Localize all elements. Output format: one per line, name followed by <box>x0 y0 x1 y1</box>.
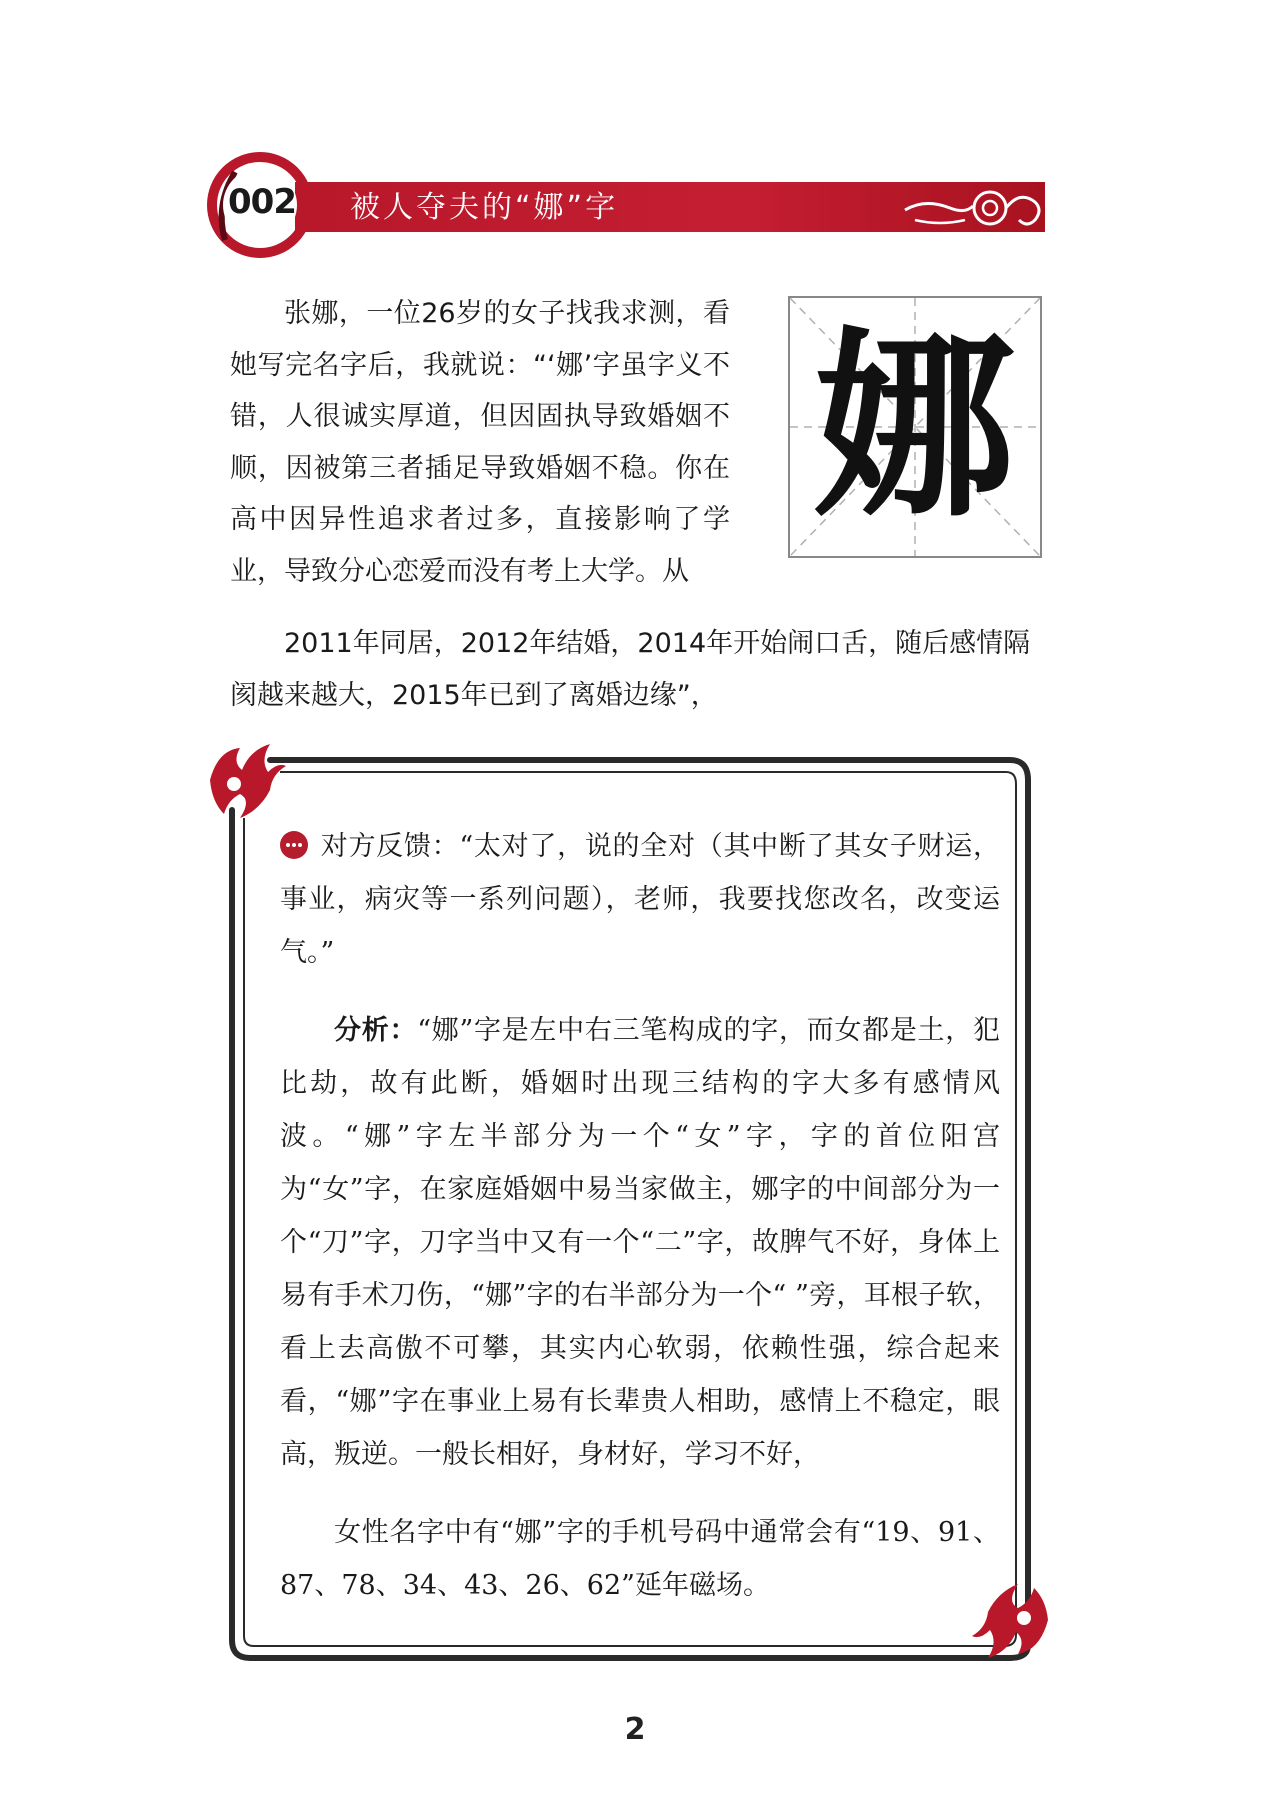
flame-ornament-top-left <box>210 744 286 818</box>
analysis-text: “娜”字是左中右三笔构成的字，而女都是土，犯比劫，故有此断，婚姻时出现三结构的字大多有感情风波。“娜”字左半部分为一个“女”字，字的首位阳宫为“女”字，在家庭婚姻中易当家做主，娜字的中间部分为一个“刀”字，刀字当中又有一个“二”字，故脾气不好，身体上易有手术刀伤，“娜”字的右半部分为一个“ ”旁，耳根子软，看上去高傲不可攀，其实内心软弱，依赖性强，综合起来看，“娜”字在事业上易有长辈贵人相助，感情上不稳定，眼高，叛逆。一般长相好，身材好，学习不好， <box>280 1015 1001 1470</box>
feedback-label: 对方反馈： <box>320 831 460 862</box>
analysis-label: 分析： <box>334 1015 418 1046</box>
featured-character: 娜 <box>814 309 1015 544</box>
character-grid-box <box>788 296 1042 558</box>
intro-continuation: 2011年同居，2012年结婚，2014年开始闹口舌，随后感情隔阂越来越大，2015年已到了离婚边缘”， <box>230 628 1031 711</box>
section-title: 被人夺夫的“娜”字 <box>350 190 619 225</box>
chapter-number: 002 <box>228 182 296 222</box>
panel-content <box>280 820 1000 1612</box>
page-number: 2 <box>624 1712 646 1747</box>
phone-number-paragraph: 女性名字中有“娜”字的手机号码中通常会有“19、91、87、78、34、43、26、62”延年磁场。 <box>280 1517 1000 1601</box>
cloud-ornament-icon <box>895 180 1045 236</box>
speech-bubble-icon <box>280 831 308 859</box>
section-header <box>205 150 1045 260</box>
intro-paragraph: 张娜，一位26岁的女子找我求测，看她写完名字后，我就说：“‘娜’字虽字义不错，人很诚实厚道，但因固执导致婚姻不顺，因被第三者插足导致婚姻不稳。你在高中因异性追求者过多，直接影响了学业，导致分心恋爱而没有考上大学。从 <box>230 298 730 587</box>
analysis-panel <box>210 740 1048 1670</box>
feedback-text: “太对了，说的全对（其中断了其女子财运，事业，病灾等一系列问题），老师，我要找您改名，改变运气。” <box>280 831 1000 968</box>
feedback-paragraph <box>280 820 1000 979</box>
analysis-paragraph <box>280 1004 1000 1481</box>
